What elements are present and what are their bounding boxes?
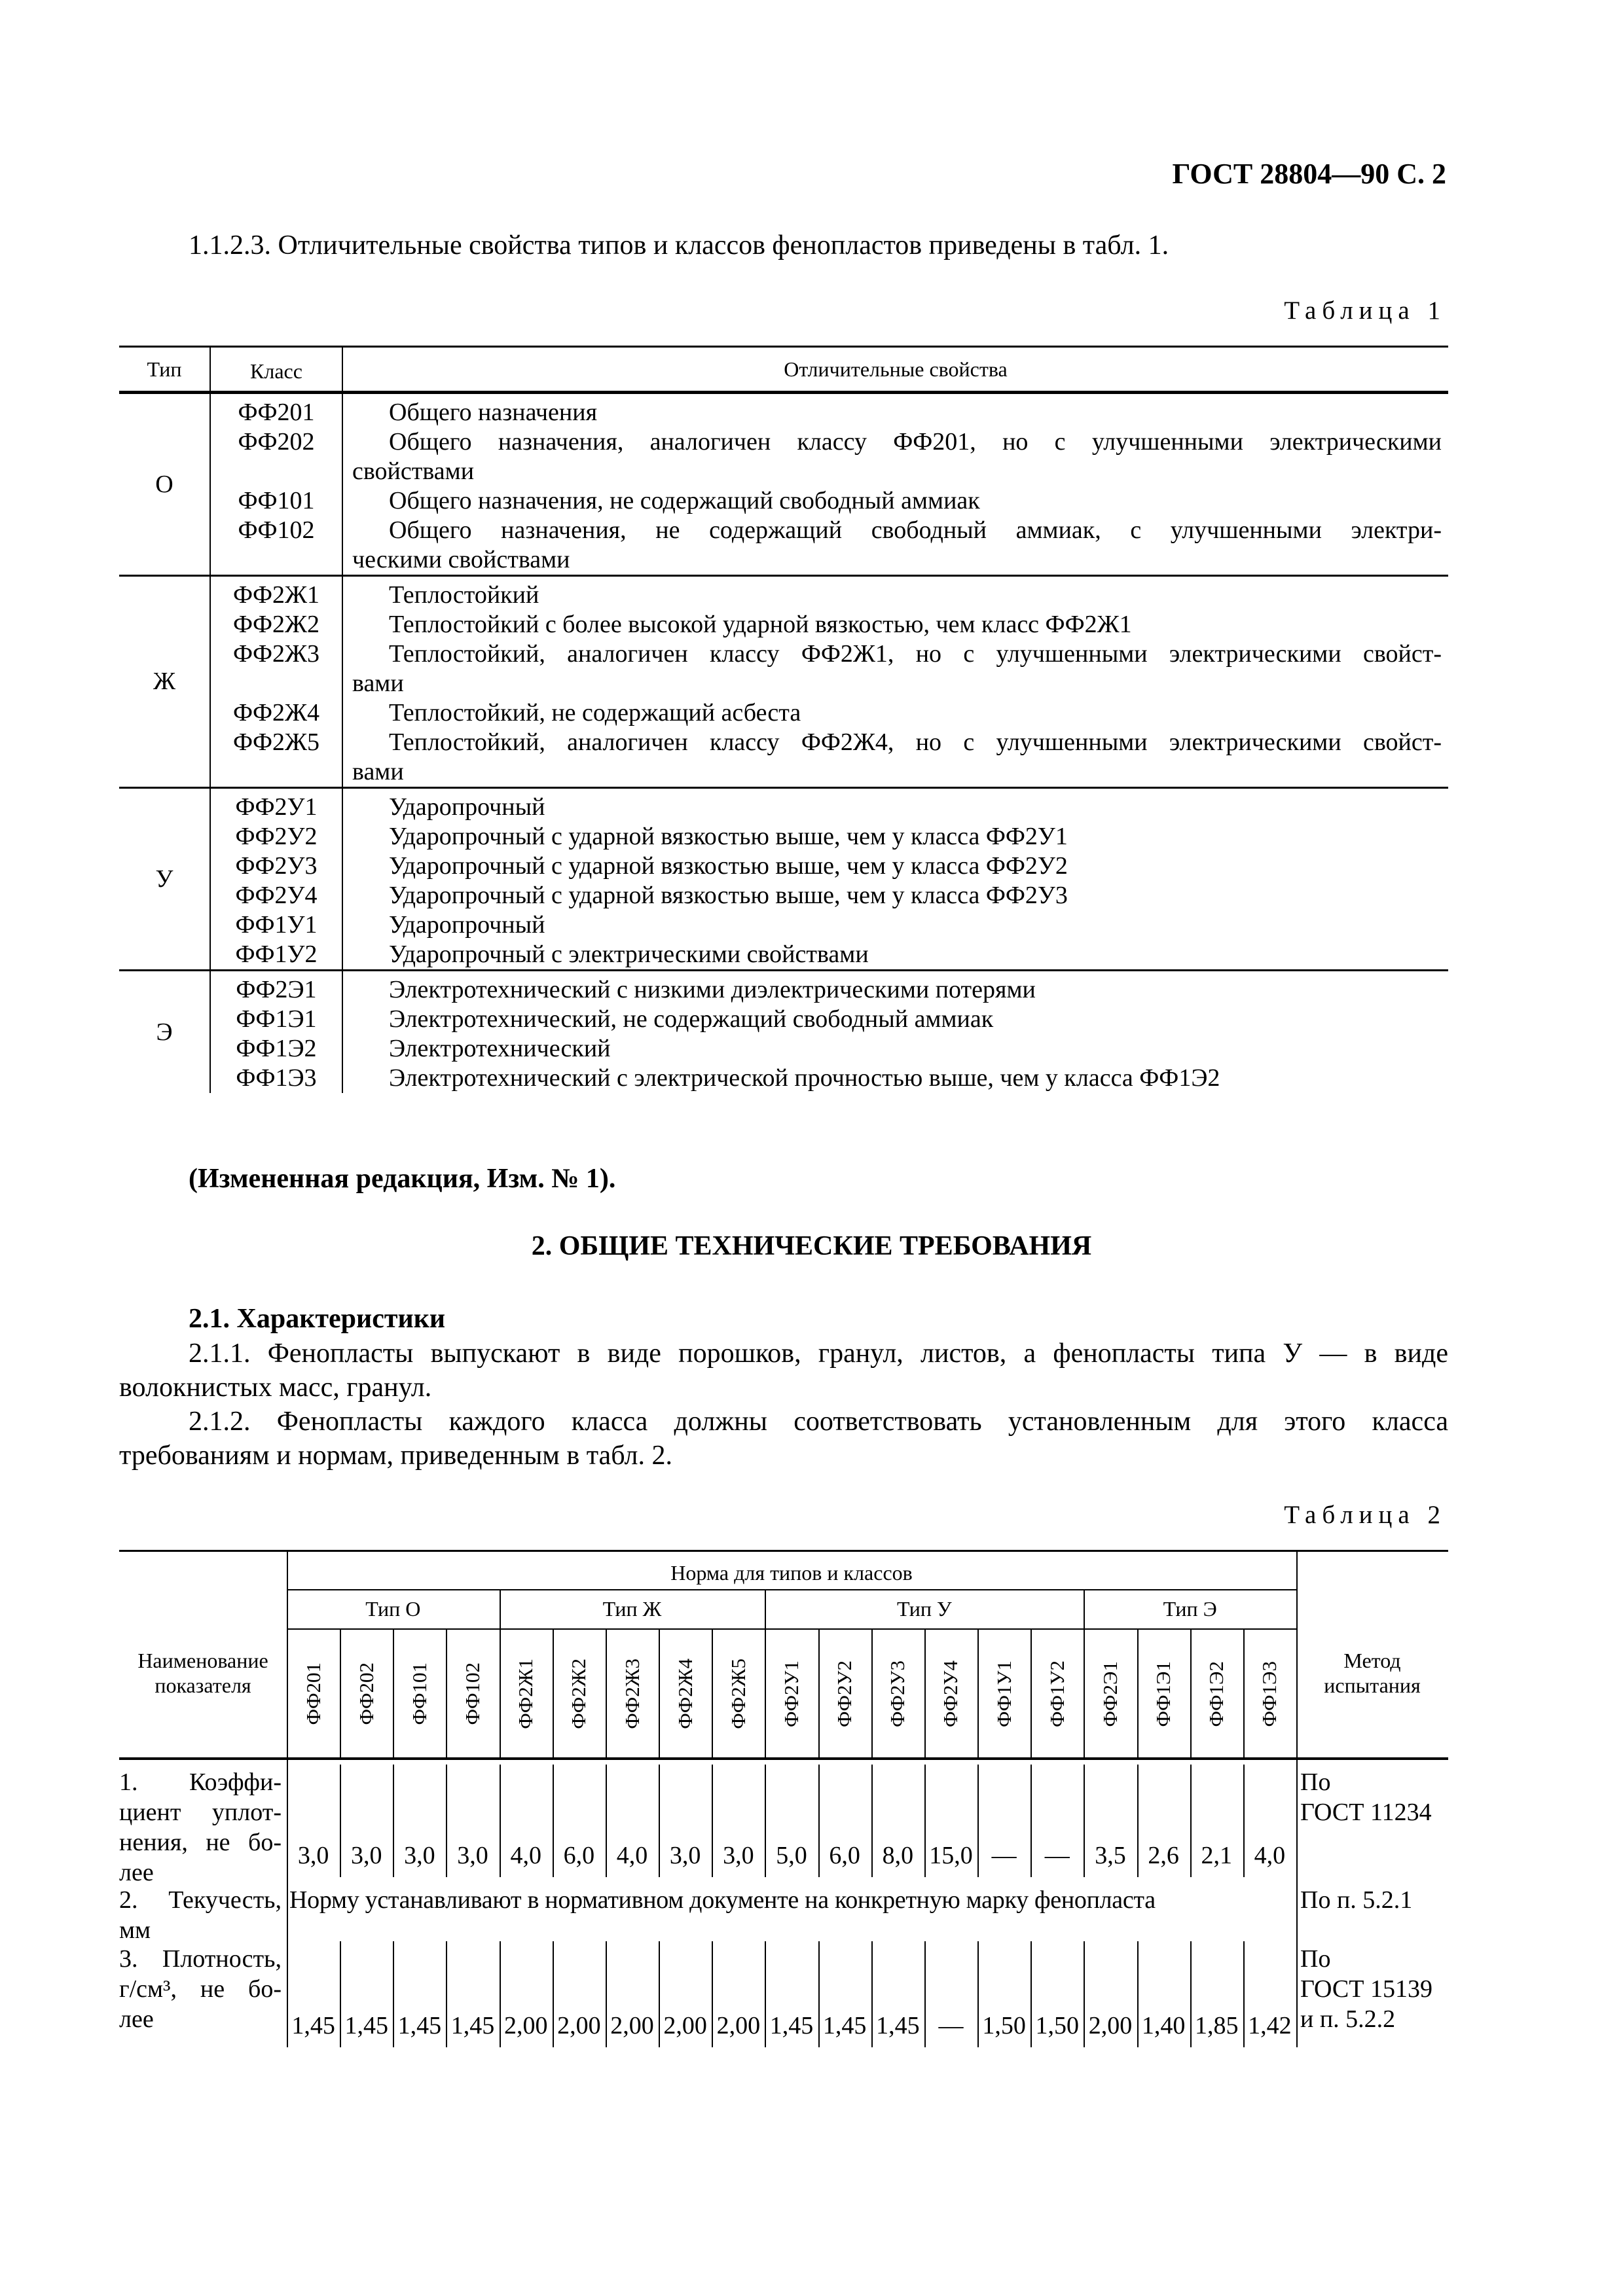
table1-props-cell — [342, 971, 1448, 1094]
table1-property-line: Теплостойкий, не содержащий асбеста — [389, 699, 801, 726]
table2-cell-divider — [553, 1765, 554, 1877]
table1-property-line: вами — [352, 758, 404, 785]
table2-name-header-line: Наименование — [137, 1649, 268, 1672]
table2-class-header — [393, 1628, 446, 1759]
table1-class-item: ФФ2У4 — [235, 882, 318, 909]
table2-norm-header: Норма для типов и классов — [670, 1561, 913, 1585]
table2-cell-value: 2,00 — [1088, 2012, 1133, 2039]
table2-class-divider — [340, 1628, 341, 1759]
table2-row-name-line: мм — [119, 1916, 151, 1944]
table2-row-method-line: По п. 5.2.1 — [1300, 1886, 1413, 1914]
table2-method-header — [1296, 1648, 1448, 1700]
table2-row-name-line: г/см³, не бо- — [119, 1975, 282, 2003]
table2-cell-value: 6,0 — [563, 1842, 595, 1869]
table1-property-line: Теплостойкий, аналогичен классу ФФ2Ж1, но с улучшенными электрическими свойст- — [389, 640, 1442, 668]
table2-class-header — [924, 1628, 977, 1759]
table1-property-line: Общего назначения, аналогичен классу ФФ201, но с улучшенными электрическими — [389, 428, 1442, 456]
table1-property-line: Теплостойкий — [389, 581, 539, 609]
table2-class-divider — [1190, 1628, 1192, 1759]
table2-cell-divider — [1137, 1765, 1139, 1877]
table2-cell-divider — [1084, 1765, 1085, 1877]
table2-cell-value: 2,00 — [610, 2012, 654, 2039]
table1-class-item: ФФ101 — [238, 487, 315, 514]
table2-cell-divider — [1190, 1941, 1192, 2047]
table2-class-divider — [977, 1628, 979, 1759]
paragraph-2-1-2-line1: 2.1.2. Фенопласты каждого класса должны соответствовать установленным для этого класса — [189, 1407, 1448, 1437]
table2-cell-value: 5,0 — [776, 1842, 807, 1869]
table1-class-item: ФФ2Ж3 — [232, 640, 320, 668]
table1-type-cell: Ж — [119, 576, 210, 788]
table1-property-line: Ударопрочный с ударной вязкостью выше, чем у класса ФФ2У3 — [389, 882, 1068, 909]
table2-norm-rule — [287, 1589, 1296, 1590]
table2-class-label: ФФ1Э1 — [1152, 1660, 1175, 1727]
table1-property-line: вами — [352, 670, 404, 697]
table1-col-class: Класс — [210, 347, 342, 393]
table2-class-label: ФФ2У2 — [833, 1660, 856, 1727]
table2-class-header — [446, 1628, 499, 1759]
table2-cell-value: 1,50 — [1035, 2012, 1080, 2039]
table1-group-row — [119, 393, 1448, 576]
table2-caption: Таблица 2 — [1284, 1501, 1446, 1529]
table2-row-method — [1300, 1885, 1448, 1936]
table2-class-divider — [606, 1628, 607, 1759]
table2-cell-divider — [606, 1765, 607, 1877]
table2-class-header — [287, 1628, 340, 1759]
table2-cell-divider — [553, 1941, 554, 2047]
table1-col-type: Тип — [119, 347, 210, 393]
table2-class-label: ФФ2Э1 — [1098, 1660, 1122, 1727]
table2-class-divider — [446, 1628, 447, 1759]
table2-cell-divider — [712, 1941, 713, 2047]
table2-name-divider — [287, 1759, 288, 1877]
table2-cell-value: 4,0 — [1254, 1842, 1286, 1869]
table2-name-header — [119, 1648, 287, 1700]
table2-class-divider — [659, 1628, 660, 1759]
table1-class-cell — [210, 788, 342, 971]
table2-row-name-line: 2. Текучесть, — [119, 1886, 282, 1914]
table1-property-line: свойствами — [352, 457, 475, 485]
table1-class-item: ФФ1Э3 — [236, 1064, 317, 1092]
table2-cell-divider — [1243, 1765, 1245, 1877]
table1-group-row — [119, 971, 1448, 1094]
table2-cell-divider — [659, 1941, 660, 2047]
table2-cell-value: 1,50 — [982, 2012, 1026, 2039]
table1-property-line: Ударопрочный с ударной вязкостью выше, чем у класса ФФ2У2 — [389, 852, 1068, 880]
table2-cell-value: 1,45 — [344, 2012, 388, 2039]
table2-cell-value: 3,5 — [1095, 1842, 1126, 1869]
table2-type-header: Тип О — [365, 1597, 421, 1621]
table2-class-label: ФФ202 — [354, 1662, 378, 1725]
table2-class-header — [1243, 1628, 1296, 1759]
table1-class-item: ФФ2У2 — [235, 823, 318, 850]
table2-cell-value: 2,00 — [557, 2012, 601, 2039]
table1-group-row — [119, 576, 1448, 788]
table2-class-label: ФФ102 — [461, 1662, 484, 1725]
table2-cell-divider — [712, 1765, 713, 1877]
table1-props-cell — [342, 788, 1448, 971]
table1-class-item: ФФ2Ж2 — [232, 611, 320, 638]
table2-class-divider — [553, 1628, 554, 1759]
table2-method-header-line: Метод — [1343, 1649, 1401, 1672]
table2-class-header — [553, 1628, 606, 1759]
table2-cell-divider — [1190, 1765, 1192, 1877]
table2-cell-value: 2,1 — [1201, 1842, 1232, 1869]
table2-class-divider — [1030, 1628, 1032, 1759]
table2-type-rule — [287, 1628, 1296, 1630]
table2-class-header — [977, 1628, 1030, 1759]
table2-class-label: ФФ1У1 — [992, 1660, 1015, 1727]
table1-class-item: ФФ2У3 — [235, 852, 318, 880]
table2-class-header — [765, 1628, 818, 1759]
table2-row-name — [119, 1767, 282, 1886]
table2-method-divider — [1296, 1550, 1298, 1759]
table2-cell-value: 1,45 — [769, 2012, 814, 2039]
table2-row-method — [1300, 1944, 1448, 2047]
table2-class-header — [1030, 1628, 1084, 1759]
table1-class-cell — [210, 971, 342, 1094]
table2-cell-divider — [1137, 1941, 1139, 2047]
subsection-title: 2.1. Характеристики — [189, 1304, 446, 1334]
table1-class-item: ФФ1Э2 — [236, 1035, 317, 1062]
table1-property-line: Теплостойкий с более высокой ударной вязкостью, чем класс ФФ2Ж1 — [389, 611, 1132, 638]
table2-class-label: ФФ1У2 — [1045, 1660, 1068, 1727]
table2-cell-divider — [924, 1765, 926, 1877]
table2-cell-divider — [340, 1765, 341, 1877]
table2-method-divider — [1296, 1936, 1298, 2047]
table2-cell-value: 2,00 — [716, 2012, 761, 2039]
table2-cell-divider — [446, 1941, 447, 2047]
table2-class-label: ФФ2У4 — [939, 1660, 962, 1727]
table2-type-header: Тип Ж — [602, 1597, 662, 1621]
table2-class-divider — [818, 1628, 820, 1759]
table2-class-divider — [712, 1628, 713, 1759]
table2-class-label: ФФ2Ж1 — [514, 1659, 538, 1729]
table1-class-item: ФФ2У1 — [235, 793, 318, 821]
table2-class-label: ФФ2Ж4 — [673, 1659, 697, 1729]
table2-cell-value: 4,0 — [510, 1842, 541, 1869]
table2-cell-divider — [393, 1765, 394, 1877]
table1-property-line: Общего назначения, не содержащий свободный аммиак — [389, 487, 980, 514]
table1-caption: Таблица 1 — [1284, 296, 1446, 325]
table1-class-item: ФФ1У2 — [235, 941, 318, 968]
table1-type-cell: Э — [119, 971, 210, 1094]
table1-type-cell: О — [119, 393, 210, 576]
table2-class-header — [606, 1628, 659, 1759]
table-1 — [119, 346, 1448, 1093]
table2-cell-divider — [1030, 1765, 1032, 1877]
paragraph-2-1-2-line2: требованиям и нормам, приведенным в табл. 2. — [119, 1441, 672, 1471]
table1-class-item: ФФ201 — [238, 399, 315, 426]
table2-row-name-line: 1. Коэффи- — [119, 1768, 282, 1796]
table2-class-label: ФФ2Ж5 — [726, 1659, 750, 1729]
table2-cell-value: 1,45 — [291, 2012, 335, 2039]
table2-cell-divider — [446, 1765, 447, 1877]
table2-class-divider — [393, 1628, 394, 1759]
table2-cell-divider — [1084, 1941, 1085, 2047]
table2-name-divider — [287, 1877, 288, 1936]
table1-class-item: ФФ2Ж1 — [232, 581, 320, 609]
table1-property-line: Ударопрочный — [389, 793, 545, 821]
table2-cell-divider — [500, 1765, 501, 1877]
table2-class-header — [818, 1628, 871, 1759]
table1-property-line: Электротехнический, не содержащий свободный аммиак — [389, 1005, 994, 1033]
table2-cell-divider — [977, 1765, 979, 1877]
table2-method-divider — [1296, 1877, 1298, 1936]
table2-class-label: ФФ1Э2 — [1205, 1660, 1228, 1727]
table2-cell-value: 3,0 — [723, 1842, 754, 1869]
table2-class-header — [871, 1628, 924, 1759]
table1-property-line: Общего назначения — [389, 399, 598, 426]
table2-row-name — [119, 1944, 282, 2047]
table1-props-cell — [342, 576, 1448, 788]
table2-class-divider — [924, 1628, 926, 1759]
table2-row-name-line: лее — [119, 1859, 154, 1886]
table2-row-name-line: нения, не бо- — [119, 1829, 282, 1856]
table2-cell-value: 1,40 — [1141, 2012, 1186, 2039]
table2-cell-divider — [1030, 1941, 1032, 2047]
paragraph-2-1-1-line1: 2.1.1. Фенопласты выпускают в виде порошков, гранул, листов, а фенопласты типа У — в виде — [189, 1338, 1448, 1369]
table1-class-cell — [210, 393, 342, 576]
table2-name-divider — [287, 1550, 288, 1759]
table2-class-divider — [1084, 1628, 1085, 1759]
table2-cell-value: 2,00 — [663, 2012, 707, 2039]
table1-property-line: Электротехнический с низкими диэлектрическими потерями — [389, 976, 1036, 1003]
table2-name-header-line: показателя — [155, 1674, 251, 1697]
table2-row-method-line: ГОСТ 15139 — [1300, 1975, 1432, 2003]
table2-class-label: ФФ101 — [407, 1662, 431, 1725]
table2-cell-value: 3,0 — [350, 1842, 382, 1869]
table1-class-item: ФФ2Ж5 — [232, 728, 320, 756]
table2-cell-value: 1,45 — [876, 2012, 920, 2039]
table2-cell-value: 2,6 — [1148, 1842, 1179, 1869]
table2-class-label: ФФ1Э3 — [1258, 1660, 1281, 1727]
table2-name-divider — [287, 1936, 288, 2047]
table1-property-line: Ударопрочный с ударной вязкостью выше, чем у класса ФФ2У1 — [389, 823, 1068, 850]
table2-cell-divider — [765, 1765, 766, 1877]
table2-row-name-line: лее — [119, 2005, 154, 2033]
table2-row-span-text: Норму устанавливают в нормативном документе на конкретную марку фенопласта — [289, 1886, 1156, 1914]
table2-header-bottom-rule — [119, 1757, 1448, 1760]
table2-cell-value: — — [938, 2012, 964, 2039]
table2-class-label: ФФ2Ж3 — [620, 1659, 644, 1729]
table2-cell-value: 3,0 — [669, 1842, 701, 1869]
section-title: 2. ОБЩИЕ ТЕХНИЧЕСКИЕ ТРЕБОВАНИЯ — [531, 1231, 1092, 1261]
table2-row-method-line: ГОСТ 11234 — [1300, 1799, 1432, 1826]
table2-row-method-line: и п. 5.2.2 — [1300, 2005, 1396, 2033]
table2-cell-value: 3,0 — [404, 1842, 435, 1869]
table2-cell-divider — [871, 1941, 873, 2047]
table2-row-method-line: По — [1300, 1768, 1331, 1796]
table2-cell-value: 8,0 — [882, 1842, 914, 1869]
table1-class-cell — [210, 576, 342, 788]
table2-row-name — [119, 1885, 282, 1944]
table1-class-item: ФФ2Э1 — [236, 976, 317, 1003]
table1-class-item — [211, 457, 342, 486]
table2-cell-value: 1,45 — [822, 2012, 867, 2039]
page-header: ГОСТ 28804—90 С. 2 — [1172, 158, 1446, 190]
table1-type-cell: У — [119, 788, 210, 971]
table1-property-line: Теплостойкий, аналогичен классу ФФ2Ж4, но с улучшенными электрическими свойст- — [389, 728, 1442, 756]
table2-cell-divider — [765, 1941, 766, 2047]
table1-class-item: ФФ1Э1 — [236, 1005, 317, 1033]
table1-property-line: ческими свойствами — [352, 546, 570, 573]
table2-cell-value: — — [991, 1842, 1017, 1869]
table2-cell-divider — [606, 1941, 607, 2047]
amendment-note: (Измененная редакция, Изм. № 1). — [189, 1164, 616, 1194]
table1-property-line: Электротехнический с электрической прочностью выше, чем у класса ФФ1Э2 — [389, 1064, 1220, 1092]
table2-type-header: Тип Э — [1163, 1597, 1217, 1621]
table2-row-method — [1300, 1767, 1448, 1877]
table2-cell-value: 2,00 — [503, 2012, 548, 2039]
table2-class-divider — [500, 1628, 501, 1759]
table2-cell-divider — [871, 1765, 873, 1877]
table2-class-divider — [1243, 1628, 1245, 1759]
table2-cell-value: 15,0 — [929, 1842, 973, 1869]
table2-class-divider — [871, 1628, 873, 1759]
table1-class-item — [211, 757, 342, 787]
table2-cell-divider — [500, 1941, 501, 2047]
table2-class-header — [1190, 1628, 1243, 1759]
table2-class-label: ФФ2Ж2 — [567, 1659, 591, 1729]
table2-cell-value: 1,42 — [1248, 2012, 1292, 2039]
table2-class-header — [1084, 1628, 1137, 1759]
table2-class-header — [659, 1628, 712, 1759]
table2-method-header-line: испытания — [1324, 1674, 1421, 1697]
paragraph-2-1-1-line2: волокнистых масс, гранул. — [119, 1372, 432, 1403]
table1-property-line: Общего назначения, не содержащий свободный аммиак, с улучшенными электри- — [389, 516, 1442, 544]
table1-class-item — [211, 545, 342, 575]
table1-class-item: ФФ2Ж4 — [232, 699, 320, 726]
table2-method-divider — [1296, 1759, 1298, 1877]
table2-class-label: ФФ201 — [301, 1662, 325, 1725]
table1-property-line: Ударопрочный — [389, 911, 545, 939]
table2-cell-divider — [1243, 1941, 1245, 2047]
table2-cell-value: 4,0 — [616, 1842, 648, 1869]
table2-cell-value: 3,0 — [297, 1842, 329, 1869]
table2-cell-divider — [340, 1941, 341, 2047]
table2-cell-value: 3,0 — [457, 1842, 488, 1869]
table2-cell-value: 1,85 — [1195, 2012, 1239, 2039]
table2-cell-divider — [659, 1765, 660, 1877]
table2-class-header — [340, 1628, 393, 1759]
table2-class-label: ФФ2У1 — [779, 1660, 803, 1727]
table2-type-header: Тип У — [897, 1597, 952, 1621]
table1-class-item: ФФ202 — [238, 428, 315, 456]
table1-class-item — [211, 669, 342, 698]
table2-cell-divider — [977, 1941, 979, 2047]
table2-cell-value: 1,45 — [450, 2012, 495, 2039]
table2-cell-divider — [818, 1941, 820, 2047]
table2-class-header — [712, 1628, 765, 1759]
table2-cell-divider — [924, 1941, 926, 2047]
table2-cell-divider — [393, 1941, 394, 2047]
table2-row-name-line: циент уплот- — [119, 1799, 282, 1826]
table1-props-cell — [342, 393, 1448, 576]
table2-cell-value: 6,0 — [829, 1842, 860, 1869]
table2-class-header — [1137, 1628, 1190, 1759]
table1-property-line: Электротехнический — [389, 1035, 611, 1062]
table1-class-item: ФФ102 — [238, 516, 315, 544]
table2-class-label: ФФ2У3 — [886, 1660, 909, 1727]
table2-cell-value: — — [1044, 1842, 1070, 1869]
table1-property-line: Ударопрочный с электрическими свойствами — [389, 941, 869, 968]
table2-cell-divider — [818, 1765, 820, 1877]
table2-class-divider — [765, 1628, 766, 1759]
table1-group-row — [119, 788, 1448, 971]
table2-cell-value: 1,45 — [397, 2012, 442, 2039]
table1-class-item: ФФ1У1 — [235, 911, 318, 939]
table2-class-header — [500, 1628, 553, 1759]
table2-class-divider — [1137, 1628, 1139, 1759]
table1-col-props: Отличительные свойства — [342, 347, 1448, 393]
intro-paragraph: 1.1.2.3. Отличительные свойства типов и классов фенопластов приведены в табл. 1. — [189, 230, 1169, 260]
table2-row-name-line: 3. Плотность, — [119, 1945, 282, 1973]
table2-row-method-line: По — [1300, 1945, 1331, 1973]
